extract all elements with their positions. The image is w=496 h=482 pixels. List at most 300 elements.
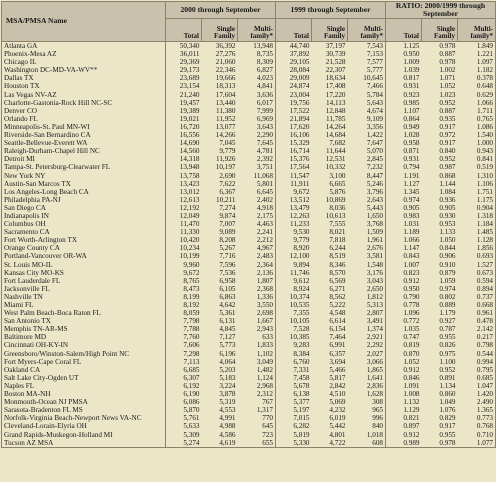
table-row	[2, 277, 496, 285]
value-cell: 1,641	[348, 374, 386, 382]
table-row	[2, 236, 496, 244]
value-cell: 0.841	[476, 155, 494, 164]
msa-name-cell: Seattle-Bellevue-Everett WA	[2, 139, 166, 147]
table-row	[2, 350, 496, 358]
msa-name-cell: Portland-Vancouver OR-WA	[2, 252, 166, 260]
msa-name-cell: Philadelphia PA-NJ	[2, 196, 166, 204]
value-cell: 1.179	[439, 309, 456, 318]
msa-name-cell: Washington DC-MD-VA-WV**	[2, 66, 166, 74]
value-cell: 0.975	[439, 349, 456, 358]
value-cell: 0.910	[439, 260, 456, 269]
value-cell: 7,999	[238, 107, 276, 115]
value-cell: 0.931	[403, 82, 420, 91]
value-cell: 13,077	[215, 122, 236, 131]
value-cell: 5,222	[329, 301, 346, 309]
value-cell: 8,059	[183, 309, 200, 318]
column-header: Single Family	[202, 19, 238, 42]
value-cell: 1.096	[403, 309, 420, 318]
value-cell: 1,422	[348, 131, 386, 139]
value-cell: 0.826	[439, 341, 456, 350]
value-cell: 0.983	[403, 211, 420, 220]
value-cell: 1.134	[439, 381, 456, 390]
value-cell: 4,674	[348, 107, 386, 115]
value-cell: 5,784	[348, 91, 386, 99]
value-cell: 11,068	[238, 172, 276, 180]
msa-name-cell: Fort Myers-Cape Coral FL	[2, 358, 166, 366]
value-cell: 4,991	[219, 414, 236, 423]
value-cell: 0.629	[476, 90, 494, 99]
value-cell: 6,685	[183, 365, 200, 374]
value-cell: 13,948	[238, 42, 276, 51]
value-cell: 10,645	[348, 74, 386, 82]
value-cell: 1.132	[403, 398, 420, 407]
value-cell: 0.710	[476, 430, 494, 439]
value-cell: 5,070	[348, 147, 386, 155]
value-cell: 7,458	[293, 373, 310, 382]
msa-name-cell: Greensboro/Winston-Salem/High Point NC	[2, 350, 166, 358]
value-cell: 1,548	[348, 261, 386, 269]
value-cell: 1,628	[348, 390, 386, 398]
value-cell: 0.917	[439, 122, 456, 131]
value-cell: 0.846	[403, 373, 420, 382]
value-cell: 11,785	[326, 114, 346, 123]
table-row	[2, 414, 496, 422]
value-cell: 5,309	[183, 430, 200, 439]
value-cell: 2,402	[238, 196, 276, 204]
table-row	[2, 358, 496, 366]
value-cell: 14,690	[179, 139, 200, 148]
value-cell: 6,017	[238, 99, 276, 107]
value-cell: 7,331	[293, 365, 310, 374]
msa-name-cell: Raleigh-Durham-Chapel Hill NC	[2, 147, 166, 155]
value-cell: 9,612	[293, 276, 310, 285]
value-cell: 6,367	[219, 187, 236, 196]
value-cell: 17,604	[215, 90, 236, 99]
msa-name-cell: Los Angeles-Long Beach CA	[2, 188, 166, 196]
value-cell: 0.891	[439, 373, 456, 382]
value-cell: 7,232	[348, 163, 386, 171]
value-cell: 7,543	[348, 42, 386, 51]
table-row	[2, 74, 496, 82]
value-cell: 6,196	[219, 349, 236, 358]
value-cell: 1,667	[238, 317, 276, 325]
value-cell: 4,510	[329, 390, 346, 399]
table-row	[2, 155, 496, 163]
value-cell: 8,924	[293, 284, 310, 293]
value-cell: 0.821	[403, 414, 420, 423]
value-cell: 5,203	[219, 365, 236, 374]
value-cell: 7,647	[348, 139, 386, 147]
msa-name-cell: Baltimore MD	[2, 333, 166, 341]
table-row	[2, 431, 496, 439]
table-row	[2, 212, 496, 220]
value-cell: 7,555	[329, 220, 346, 229]
value-cell: 10,535	[289, 301, 310, 309]
value-cell: 27,276	[215, 50, 236, 59]
value-cell: 1,833	[238, 341, 276, 349]
value-cell: 3,224	[219, 381, 236, 390]
value-cell: 1.031	[403, 220, 420, 229]
value-cell: 15,376	[289, 155, 310, 164]
value-cell: 0.773	[476, 414, 494, 423]
value-cell: 1.086	[476, 122, 494, 131]
value-cell: 1,807	[238, 277, 276, 285]
msa-name-cell: Naples FL	[2, 382, 166, 390]
table-row	[2, 50, 496, 58]
value-cell: 7,528	[293, 325, 310, 334]
value-cell: 12,192	[179, 203, 200, 212]
value-cell: 6,271	[329, 284, 346, 293]
value-cell: 0.819	[403, 341, 420, 350]
value-cell: 5,267	[219, 244, 236, 253]
value-cell: 7,606	[183, 341, 200, 350]
value-cell: 0.798	[476, 341, 494, 350]
value-cell: 0.772	[403, 317, 420, 326]
value-cell: 3,694	[329, 357, 346, 366]
value-cell: 29,009	[289, 74, 310, 83]
msa-name-cell: New York NY	[2, 172, 166, 180]
value-cell: 0.952	[439, 98, 456, 107]
value-cell: 0.972	[439, 131, 456, 140]
msa-name-cell: Grand Rapids-Muskegon-Holland MI	[2, 431, 166, 439]
value-cell: 0.949	[403, 122, 420, 131]
value-cell: 17,564	[289, 163, 310, 172]
value-cell: 0.765	[476, 114, 494, 123]
value-cell: 8,036	[329, 203, 346, 212]
value-cell: 0.897	[403, 422, 420, 431]
value-cell: 12,049	[179, 211, 200, 220]
value-cell: 5,183	[219, 373, 236, 382]
column-header: Total	[386, 19, 422, 42]
value-cell: 3,643	[238, 123, 276, 131]
value-cell: 2,392	[238, 155, 276, 163]
value-cell: 5,197	[293, 406, 310, 415]
value-cell: 6,154	[329, 325, 346, 334]
value-cell: 4,801	[329, 430, 346, 439]
value-cell: 0.978	[439, 42, 456, 50]
value-cell: 5,466	[329, 365, 346, 374]
table-row	[2, 196, 496, 204]
value-cell: 1.039	[403, 66, 420, 75]
value-cell: 7,716	[219, 252, 236, 261]
value-cell: 0.844	[439, 244, 456, 253]
column-header: Single Family	[422, 19, 458, 42]
value-cell: 2,290	[238, 131, 276, 139]
value-cell: 0.927	[439, 317, 456, 326]
value-cell: 0.802	[439, 292, 456, 301]
value-cell: 0.747	[403, 333, 420, 342]
value-cell: 1.318	[476, 211, 494, 220]
value-cell: 11,330	[180, 228, 200, 237]
value-cell: 6,645	[238, 188, 276, 196]
msa-name-cell: Denver CO	[2, 107, 166, 115]
value-cell: 6,760	[293, 357, 310, 366]
value-cell: 6,863	[219, 292, 236, 301]
value-cell: 5,870	[183, 406, 200, 415]
value-cell: 1.071	[439, 74, 456, 83]
value-cell: 2,836	[348, 382, 386, 390]
value-cell: 5,313	[348, 301, 386, 309]
value-cell: 4,232	[329, 406, 346, 415]
value-cell: 1.345	[403, 187, 420, 196]
value-cell: 0.905	[439, 203, 456, 212]
value-cell: 8,473	[183, 284, 200, 293]
value-cell: 3,878	[219, 390, 236, 399]
msa-name-cell: Tucson AZ MSA	[2, 439, 166, 448]
value-cell: 1.007	[403, 260, 420, 269]
value-cell: 1,102	[238, 350, 276, 358]
value-cell: 6,244	[329, 244, 346, 253]
value-cell: 3,043	[348, 277, 386, 285]
value-cell: 21,240	[179, 90, 200, 99]
value-cell: 16,714	[289, 147, 310, 156]
value-cell: 1.023	[439, 90, 456, 99]
msa-housing-table	[1, 1, 496, 448]
table-row	[2, 188, 496, 196]
value-cell: 1,650	[348, 212, 386, 220]
value-cell: 723	[238, 431, 276, 439]
value-cell: 29,369	[179, 58, 200, 67]
value-cell: 0.879	[439, 268, 456, 277]
value-cell: 3,768	[348, 220, 386, 228]
msa-name-cell: Atlanta GA	[2, 42, 166, 51]
value-cell: 0.787	[439, 325, 456, 334]
value-cell: 1.084	[439, 187, 456, 196]
value-cell: 0.795	[476, 365, 494, 374]
value-cell: 0.790	[403, 292, 420, 301]
value-cell: 10,385	[289, 333, 310, 342]
value-cell: 18,634	[325, 74, 346, 83]
value-cell: 19,756	[289, 98, 310, 107]
value-cell: 4,619	[202, 439, 238, 448]
msa-name-cell: Charlotte-Gastonia-Rock Hill NC-SC	[2, 99, 166, 107]
value-cell: 2.142	[476, 325, 494, 334]
value-cell: 3,550	[238, 301, 276, 309]
value-cell: 14,684	[325, 131, 346, 140]
value-cell: 1.191	[403, 171, 420, 180]
value-cell: 36,011	[180, 50, 200, 59]
value-cell: 9,109	[348, 115, 386, 123]
value-cell: 0.955	[439, 333, 456, 342]
value-cell: 308	[348, 398, 386, 406]
value-cell: 1.310	[476, 171, 494, 180]
table-row	[2, 58, 496, 66]
value-cell: 7,007	[219, 220, 236, 229]
value-cell: 0.544	[476, 349, 494, 358]
table-row	[2, 115, 496, 123]
value-cell: 13,948	[179, 163, 200, 172]
value-cell: 8,192	[183, 301, 200, 309]
value-cell: 6,991	[329, 341, 346, 350]
value-cell: 1,317	[238, 406, 276, 414]
value-cell: 1.527	[476, 260, 494, 269]
value-cell: 6,086	[183, 398, 200, 407]
value-cell: 9,530	[293, 228, 310, 237]
value-cell: 10,199	[179, 252, 200, 261]
value-cell: 7,015	[293, 414, 310, 423]
table-row	[2, 390, 496, 398]
value-cell: 1.365	[476, 406, 494, 415]
value-cell: 8,447	[348, 172, 386, 180]
value-cell: 6,138	[293, 390, 310, 399]
value-cell: 0.989	[386, 439, 422, 448]
value-cell: 2,483	[238, 252, 276, 260]
value-cell: 0.930	[439, 211, 456, 220]
value-cell: 4,722	[312, 439, 348, 448]
column-header-name: MSA/PMSA Name	[2, 2, 166, 42]
value-cell: 1.077	[458, 439, 496, 448]
value-cell: 2,643	[348, 196, 386, 204]
msa-name-cell: San Antonio TX	[2, 317, 166, 325]
value-cell: 2,175	[238, 212, 276, 220]
value-cell: 5,330	[276, 439, 312, 448]
value-cell: 0.889	[439, 301, 456, 309]
value-cell: 8,021	[329, 228, 346, 237]
value-cell: 0.912	[403, 276, 420, 285]
value-cell: 4,064	[219, 357, 236, 366]
value-cell: 0.519	[476, 163, 494, 172]
value-cell: 0.594	[476, 276, 494, 285]
value-cell: 1.189	[403, 228, 420, 237]
table-body	[2, 42, 496, 448]
value-cell: 6,569	[329, 276, 346, 285]
value-cell: 23,154	[179, 82, 200, 91]
value-cell: 0.953	[439, 220, 456, 229]
value-cell: 0.378	[476, 74, 494, 83]
value-cell: 3,066	[348, 358, 386, 366]
value-cell: 16,556	[179, 131, 200, 140]
value-cell: 7,274	[219, 203, 236, 212]
value-cell: 3,356	[348, 123, 386, 131]
value-cell: 14,560	[179, 147, 200, 156]
value-cell: 0.864	[403, 114, 420, 123]
value-cell: 11,952	[216, 114, 236, 123]
table-row	[2, 107, 496, 115]
msa-name-cell: West Palm Beach-Boca Raton FL	[2, 309, 166, 317]
value-cell: 4,553	[219, 406, 236, 415]
value-cell: 1,018	[348, 431, 386, 439]
table-row	[2, 228, 496, 236]
value-cell: 7,153	[348, 50, 386, 58]
column-header: Multi-family*	[348, 19, 386, 42]
value-cell: 7,127	[219, 333, 236, 342]
table-row	[2, 204, 496, 212]
value-cell: 3,049	[238, 358, 276, 366]
value-cell: 1.100	[439, 357, 456, 366]
value-cell: 5,246	[348, 180, 386, 188]
value-cell: 1.066	[403, 236, 420, 245]
value-cell: 8,765	[183, 276, 200, 285]
value-cell: 10,332	[325, 163, 346, 172]
value-cell: 1.133	[439, 228, 456, 237]
value-cell: 7,645	[238, 139, 276, 147]
value-cell: 0.912	[403, 430, 420, 439]
value-cell: 11,547	[290, 171, 310, 180]
value-cell: 1.106	[476, 179, 494, 188]
value-cell: 1.052	[439, 82, 456, 91]
value-cell: 0.829	[439, 414, 456, 423]
value-cell: 10,197	[215, 163, 236, 172]
value-cell: 0.840	[439, 147, 456, 156]
value-cell: 1,961	[348, 236, 386, 244]
value-cell: 1.856	[476, 244, 494, 253]
value-cell: 3,636	[238, 91, 276, 99]
value-cell: 0.958	[403, 139, 420, 148]
value-cell: 0.978	[439, 58, 456, 67]
value-cell: 0.950	[403, 284, 420, 293]
value-cell: 767	[238, 398, 276, 406]
value-cell: 14,113	[326, 98, 346, 107]
value-cell: 6,019	[329, 414, 346, 423]
value-cell: 5,801	[238, 180, 276, 188]
msa-name-cell: Las Vegas NV-AZ	[2, 91, 166, 99]
msa-name-cell: Memphis TN-AR-MS	[2, 325, 166, 333]
table-row	[2, 91, 496, 99]
value-cell: 4,586	[219, 430, 236, 439]
msa-name-cell: Fort Worth-Arlington TX	[2, 236, 166, 244]
msa-name-cell: St. Louis MO-IL	[2, 261, 166, 269]
value-cell: 1.128	[476, 236, 494, 245]
msa-name-cell: Fort Lauderdale FL	[2, 277, 166, 285]
value-cell: 6,665	[329, 179, 346, 188]
msa-name-cell: Dallas TX	[2, 74, 166, 82]
value-cell: 0.737	[476, 292, 494, 301]
value-cell: 11,470	[180, 220, 200, 229]
value-cell: 22,307	[325, 66, 346, 75]
value-cell: 3,491	[348, 317, 386, 325]
value-cell: 5,777	[348, 66, 386, 74]
table-row	[2, 366, 496, 374]
value-cell: 12,613	[179, 195, 200, 204]
table-row	[2, 285, 496, 293]
value-cell: 6,969	[238, 115, 276, 123]
value-cell: 0.673	[476, 268, 494, 277]
table-row	[2, 341, 496, 349]
value-cell: 1.125	[403, 42, 420, 50]
value-cell: 3,751	[238, 163, 276, 171]
value-cell: 12,263	[289, 211, 310, 220]
table-row	[2, 317, 496, 325]
value-cell: 4,463	[238, 220, 276, 228]
value-cell: 17,408	[325, 82, 346, 91]
group-header-ratio: RATIO: 2000/1999 through September	[386, 2, 496, 19]
value-cell: 44,740	[289, 42, 310, 50]
msa-name-cell: Orlando FL	[2, 115, 166, 123]
group-header-2000: 2000 through September	[166, 2, 276, 19]
value-cell: 21,528	[325, 58, 346, 67]
value-cell: 5,442	[329, 422, 346, 431]
value-cell: 10,869	[325, 195, 346, 204]
value-cell: 22,346	[215, 66, 236, 75]
value-cell: 8,346	[329, 260, 346, 269]
value-cell: 8,570	[329, 268, 346, 277]
value-cell: 2,943	[238, 325, 276, 333]
value-cell: 29,173	[179, 66, 200, 75]
value-cell: 17,220	[325, 90, 346, 99]
value-cell: 1.175	[476, 195, 494, 204]
table-row	[2, 220, 496, 228]
value-cell: 0.974	[403, 195, 420, 204]
value-cell: 6,958	[219, 276, 236, 285]
value-cell: 2,807	[348, 309, 386, 317]
value-cell: 18,313	[215, 82, 236, 91]
column-header: Single Family	[312, 19, 348, 42]
value-cell: 6,131	[219, 317, 236, 326]
value-cell: 5,773	[219, 341, 236, 350]
value-cell: 608	[348, 439, 386, 448]
value-cell: 0.685	[476, 373, 494, 382]
value-cell: 7,682	[329, 139, 346, 148]
